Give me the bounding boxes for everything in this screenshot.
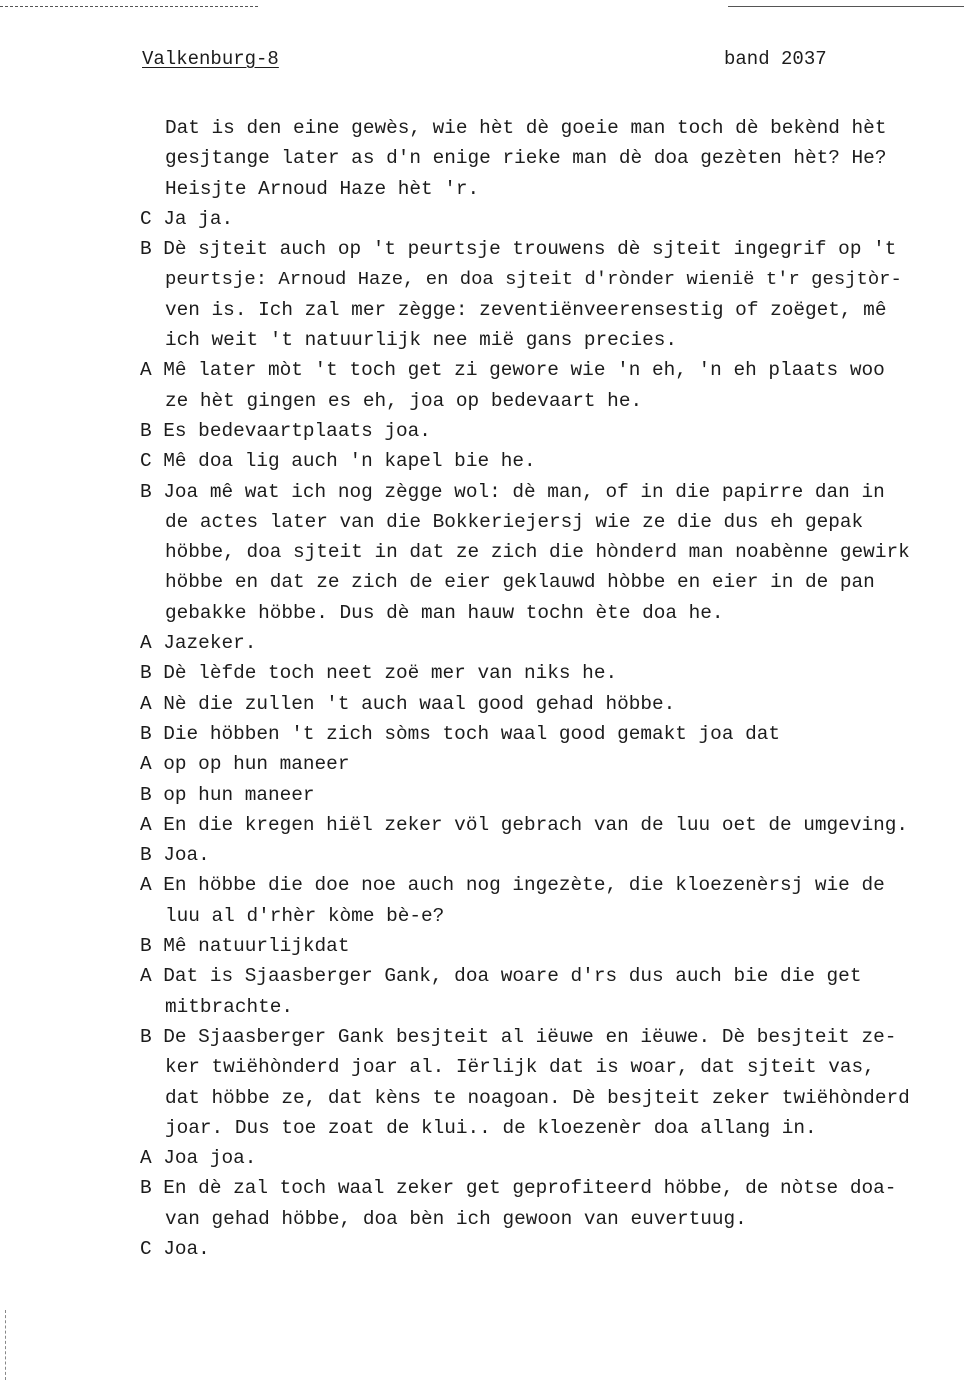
speaker-line: B En dè zal toch waal zeker get geprofiteerd höbbe, de nòtse doa-	[140, 1177, 897, 1200]
transcript-body	[0, 113, 966, 1264]
speaker-line: A Mê later mòt 't toch get zi gewore wie 'n eh, 'n eh plaats woo	[140, 359, 885, 382]
continuation-line: höbbe en dat ze zich de eier geklauwd hòbbe en eier in de pan	[165, 571, 875, 594]
continuation-line: ven is. Ich zal mer zègge: zeventiënveerensestig of zoëget, mê	[165, 298, 887, 321]
continuation-line: mitbrachte.	[165, 995, 293, 1018]
continuation-line: ker twiëhònderd joar al. Iërlijk dat is woar, dat sjteit vas,	[165, 1056, 875, 1079]
continuation-line: ze hèt gingen es eh, joa op bedevaart he.	[165, 389, 643, 412]
speaker-line: A En die kregen hiël zeker völ gebrach van de luu oet de umgeving.	[140, 813, 908, 836]
speaker-line: C Mê doa lig auch 'n kapel bie he.	[140, 450, 536, 473]
continuation-line: gebakke höbbe. Dus dè man hauw tochn ète doa he.	[165, 601, 724, 624]
top-rule-left	[0, 6, 258, 7]
speaker-line: A op op hun maneer	[140, 753, 350, 776]
continuation-line: van gehad höbbe, doa bèn ich gewoon van euvertuug.	[165, 1207, 747, 1230]
speaker-line: B Joa mê wat ich nog zègge wol: dè man, of in die papirre dan in	[140, 480, 885, 503]
speaker-line: A Dat is Sjaasberger Gank, doa woare d'rs dus auch bie die get	[140, 965, 862, 988]
continuation-line: gesjtange later as d'n enige rieke man dè doa gezèten hèt? He?	[165, 147, 887, 170]
speaker-line: B De Sjaasberger Gank besjteit al iëuwe en iëuwe. Dè besjteit ze-	[140, 1025, 897, 1048]
continuation-line: luu al d'rhèr kòme bè-e?	[165, 904, 445, 927]
speaker-line: A Joa joa.	[140, 1147, 257, 1170]
speaker-line: B op hun maneer	[140, 783, 315, 806]
continuation-line: höbbe, doa sjteit in dat ze zich die hònderd man noabènne gewirk	[165, 541, 910, 564]
speaker-line: B Dè sjteit auch op 't peurtsje trouwens dè sjteit ingegrif op 't	[140, 238, 897, 261]
continuation-line: Heisjte Arnoud Haze hèt 'r.	[165, 177, 480, 200]
speaker-line: A En höbbe die doe noe auch nog ingezète, die kloezenèrsj wie de	[140, 874, 885, 897]
continuation-line: Dat is den eine gewès, wie hèt dè goeie man toch dè bekènd hèt	[165, 117, 887, 139]
speaker-line: A Jazeker.	[140, 632, 257, 655]
margin-mark	[5, 1310, 6, 1380]
speaker-line: B Mê natuurlijkdat	[140, 935, 350, 958]
page-header-location: Valkenburg-8	[142, 48, 279, 70]
speaker-line: B Die höbben 't zich sòms toch waal good gemakt joa dat	[140, 722, 780, 745]
continuation-line: de actes later van die Bokkeriejersj wie ze die dus eh gepak	[165, 510, 864, 533]
speaker-line: C Joa.	[140, 1237, 210, 1260]
continuation-line: peurtsje: Arnoud Haze, en doa sjteit d'rònder wienië t'r gesjtòr-	[165, 268, 902, 291]
speaker-line: B Dè lèfde toch neet zoë mer van niks he.	[140, 662, 618, 685]
continuation-line: ich weit 't natuurlijk nee mië gans precies.	[165, 329, 677, 352]
continuation-line: dat höbbe ze, dat kèns te noagoan. Dè besjteit zeker twiëhònderd	[165, 1086, 910, 1109]
speaker-line: B Es bedevaartplaats joa.	[140, 419, 431, 442]
continuation-line: joar. Dus toe zoat de klui.. de kloezenèr doa allang in.	[165, 1116, 817, 1139]
speaker-line: A Nè die zullen 't auch waal good gehad höbbe.	[140, 692, 676, 715]
speaker-line: B Joa.	[140, 844, 210, 867]
page-header-band: band 2037	[724, 48, 827, 70]
speaker-line: C Ja ja.	[140, 207, 234, 230]
top-rule-right	[728, 6, 964, 7]
